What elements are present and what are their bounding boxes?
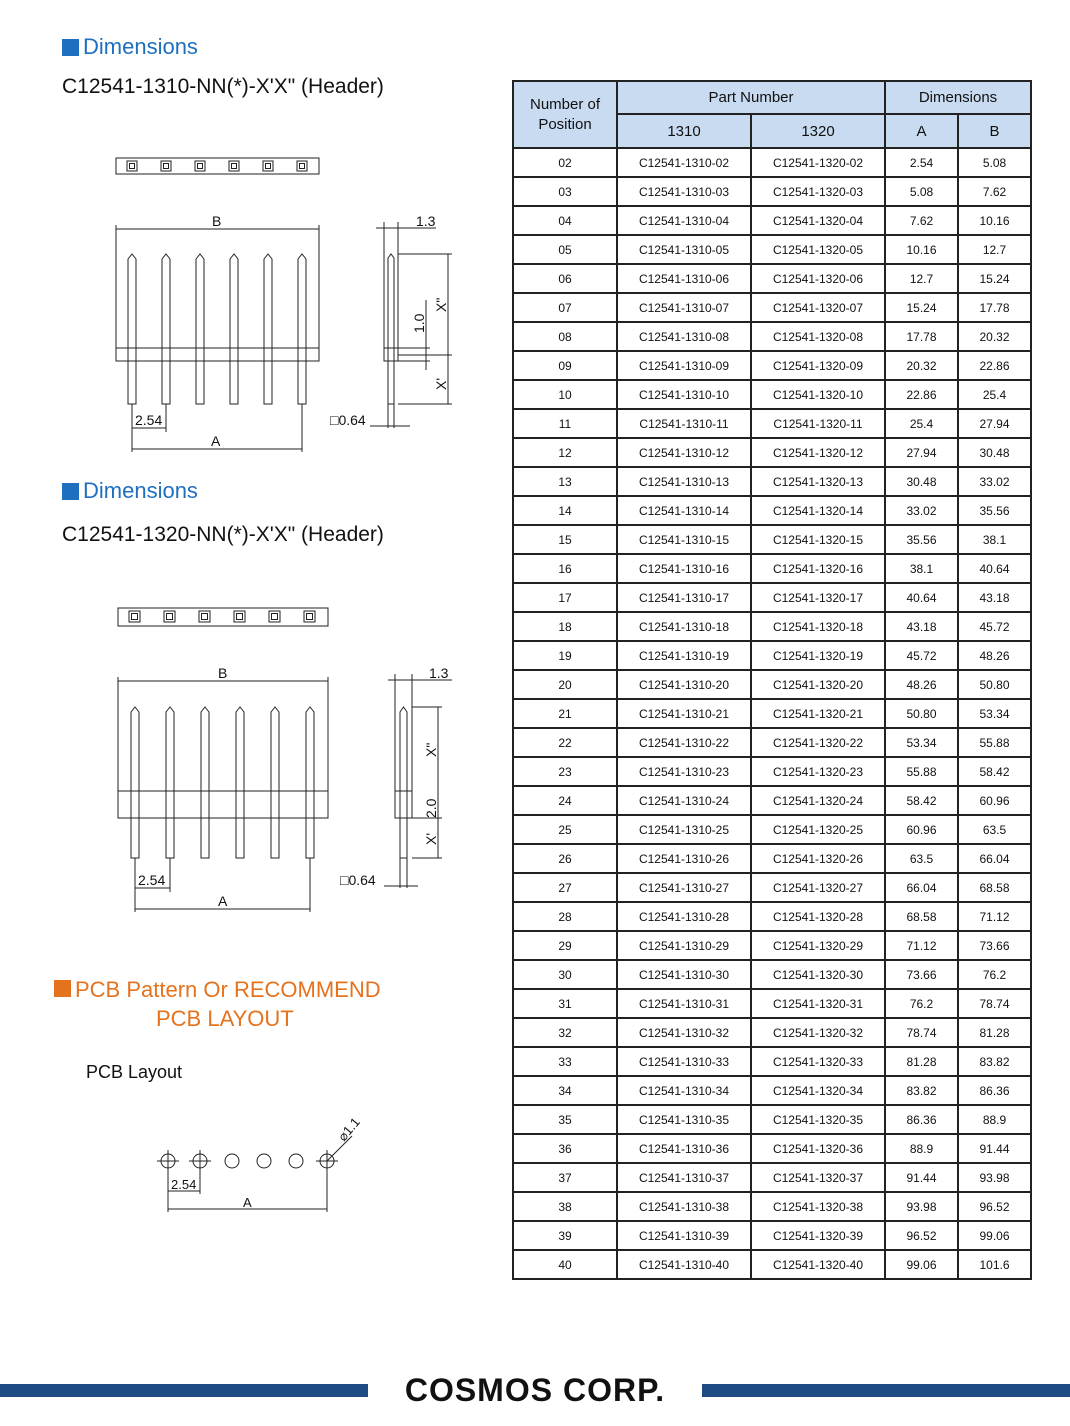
table-row <box>513 931 1031 960</box>
cell-part-1310: C12541-1310-25 <box>617 815 751 844</box>
drawing2-label-a: A <box>218 893 228 909</box>
cell-part-1310: C12541-1310-17 <box>617 583 751 612</box>
header-number-of-position: Number of Position <box>513 81 617 148</box>
cell-dim-a: 5.08 <box>885 177 958 206</box>
cell-part-1310: C12541-1310-27 <box>617 873 751 902</box>
cell-dim-b: 15.24 <box>958 264 1031 293</box>
cell-part-1310: C12541-1310-19 <box>617 641 751 670</box>
cell-position: 08 <box>513 322 617 351</box>
cell-dim-a: 12.7 <box>885 264 958 293</box>
cell-position: 18 <box>513 612 617 641</box>
cell-part-1320: C12541-1320-34 <box>751 1076 885 1105</box>
cell-part-1310: C12541-1310-24 <box>617 786 751 815</box>
drawing2-label-b: B <box>218 665 228 681</box>
cell-position: 15 <box>513 525 617 554</box>
cell-part-1320: C12541-1320-32 <box>751 1018 885 1047</box>
cell-dim-a: 83.82 <box>885 1076 958 1105</box>
cell-position: 37 <box>513 1163 617 1192</box>
pcb-hole-pattern <box>157 1136 352 1212</box>
cell-position: 36 <box>513 1134 617 1163</box>
cell-dim-b: 12.7 <box>958 235 1031 264</box>
dimensions-heading-text: Dimensions <box>83 478 198 503</box>
header-dimensions: Dimensions <box>885 81 1031 114</box>
cell-dim-b: 99.06 <box>958 1221 1031 1250</box>
cell-position: 05 <box>513 235 617 264</box>
table-row <box>513 206 1031 235</box>
cell-dim-b: 45.72 <box>958 612 1031 641</box>
cell-dim-b: 93.98 <box>958 1163 1031 1192</box>
table-row <box>513 322 1031 351</box>
cell-part-1310: C12541-1310-40 <box>617 1250 751 1279</box>
cell-part-1310: C12541-1310-33 <box>617 1047 751 1076</box>
table-row <box>513 699 1031 728</box>
cell-part-1320: C12541-1320-35 <box>751 1105 885 1134</box>
cell-part-1310: C12541-1310-14 <box>617 496 751 525</box>
cell-position: 06 <box>513 264 617 293</box>
cell-dim-a: 93.98 <box>885 1192 958 1221</box>
cell-position: 33 <box>513 1047 617 1076</box>
header-1320-top-view <box>118 608 328 626</box>
cell-position: 16 <box>513 554 617 583</box>
cell-position: 17 <box>513 583 617 612</box>
cell-part-1310: C12541-1310-13 <box>617 467 751 496</box>
cell-dim-b: 68.58 <box>958 873 1031 902</box>
cell-position: 20 <box>513 670 617 699</box>
cell-position: 35 <box>513 1105 617 1134</box>
drawing2-pin: □0.64 <box>340 872 376 888</box>
header-part-number: Part Number <box>617 81 885 114</box>
cell-dim-b: 33.02 <box>958 467 1031 496</box>
table-row <box>513 293 1031 322</box>
cell-part-1310: C12541-1310-12 <box>617 438 751 467</box>
cell-part-1310: C12541-1310-20 <box>617 670 751 699</box>
cell-dim-a: 60.96 <box>885 815 958 844</box>
table-row <box>513 1163 1031 1192</box>
cell-position: 38 <box>513 1192 617 1221</box>
cell-dim-b: 55.88 <box>958 728 1031 757</box>
cell-dim-a: 78.74 <box>885 1018 958 1047</box>
cell-dim-a: 48.26 <box>885 670 958 699</box>
cell-part-1310: C12541-1310-16 <box>617 554 751 583</box>
cell-part-1310: C12541-1310-04 <box>617 206 751 235</box>
cell-position: 40 <box>513 1250 617 1279</box>
cell-part-1310: C12541-1310-35 <box>617 1105 751 1134</box>
table-row <box>513 960 1031 989</box>
cell-part-1310: C12541-1310-29 <box>617 931 751 960</box>
table-row <box>513 409 1031 438</box>
cell-dim-a: 96.52 <box>885 1221 958 1250</box>
table-body <box>513 148 1031 1279</box>
pcb-heading-line1: PCB Pattern Or RECOMMEND <box>75 977 381 1002</box>
cell-position: 29 <box>513 931 617 960</box>
table-row <box>513 496 1031 525</box>
cell-part-1310: C12541-1310-10 <box>617 380 751 409</box>
cell-position: 22 <box>513 728 617 757</box>
drawing1-label-b: B <box>212 213 222 229</box>
cell-dim-b: 81.28 <box>958 1018 1031 1047</box>
drawing1-pitch: 2.54 <box>135 412 163 428</box>
pcb-hole-diameter: ⌀1.1 <box>334 1114 363 1144</box>
cell-dim-b: 40.64 <box>958 554 1031 583</box>
cell-position: 28 <box>513 902 617 931</box>
cell-position: 39 <box>513 1221 617 1250</box>
cell-dim-a: 35.56 <box>885 525 958 554</box>
cell-dim-a: 71.12 <box>885 931 958 960</box>
table-row <box>513 235 1031 264</box>
cell-part-1320: C12541-1320-33 <box>751 1047 885 1076</box>
cell-dim-a: 22.86 <box>885 380 958 409</box>
cell-dim-b: 27.94 <box>958 409 1031 438</box>
cell-part-1320: C12541-1320-04 <box>751 206 885 235</box>
cell-part-1310: C12541-1310-28 <box>617 902 751 931</box>
cell-dim-b: 96.52 <box>958 1192 1031 1221</box>
cell-dim-a: 58.42 <box>885 786 958 815</box>
table-row <box>513 1047 1031 1076</box>
cell-position: 07 <box>513 293 617 322</box>
cell-part-1320: C12541-1320-10 <box>751 380 885 409</box>
table-row <box>513 844 1031 873</box>
cell-dim-a: 20.32 <box>885 351 958 380</box>
cell-part-1320: C12541-1320-40 <box>751 1250 885 1279</box>
cell-part-1310: C12541-1310-23 <box>617 757 751 786</box>
cell-position: 30 <box>513 960 617 989</box>
drawing1-width: 1.3 <box>416 213 436 229</box>
cell-part-1320: C12541-1320-03 <box>751 177 885 206</box>
cell-dim-a: 27.94 <box>885 438 958 467</box>
cell-dim-a: 63.5 <box>885 844 958 873</box>
drawing2-x-upper: X" <box>423 742 439 757</box>
header-1310-top-view <box>116 158 319 174</box>
cell-position: 25 <box>513 815 617 844</box>
table-row <box>513 525 1031 554</box>
cell-part-1320: C12541-1320-05 <box>751 235 885 264</box>
cell-part-1310: C12541-1310-07 <box>617 293 751 322</box>
table-row <box>513 757 1031 786</box>
cell-part-1320: C12541-1320-13 <box>751 467 885 496</box>
cell-part-1310: C12541-1310-11 <box>617 409 751 438</box>
cell-part-1310: C12541-1310-18 <box>617 612 751 641</box>
header-a: A <box>885 114 958 148</box>
cell-dim-b: 91.44 <box>958 1134 1031 1163</box>
drawing1-x-upper: X" <box>433 297 449 312</box>
table-row <box>513 989 1031 1018</box>
drawing1-x-lower: X' <box>433 377 449 390</box>
cell-dim-b: 10.16 <box>958 206 1031 235</box>
cell-part-1320: C12541-1320-09 <box>751 351 885 380</box>
cell-dim-a: 45.72 <box>885 641 958 670</box>
cell-part-1310: C12541-1310-21 <box>617 699 751 728</box>
table-row <box>513 554 1031 583</box>
cell-dim-b: 17.78 <box>958 293 1031 322</box>
cell-position: 21 <box>513 699 617 728</box>
cell-dim-b: 58.42 <box>958 757 1031 786</box>
cell-dim-b: 83.82 <box>958 1047 1031 1076</box>
cell-part-1320: C12541-1320-23 <box>751 757 885 786</box>
cell-part-1320: C12541-1320-25 <box>751 815 885 844</box>
cell-part-1310: C12541-1310-37 <box>617 1163 751 1192</box>
table-row <box>513 815 1031 844</box>
cell-dim-a: 86.36 <box>885 1105 958 1134</box>
header-b: B <box>958 114 1031 148</box>
cell-part-1320: C12541-1320-19 <box>751 641 885 670</box>
cell-position: 03 <box>513 177 617 206</box>
cell-dim-a: 91.44 <box>885 1163 958 1192</box>
pcb-heading-line2: PCB LAYOUT <box>156 1006 294 1031</box>
table-row <box>513 1221 1031 1250</box>
cell-dim-b: 78.74 <box>958 989 1031 1018</box>
cell-dim-b: 71.12 <box>958 902 1031 931</box>
cell-part-1320: C12541-1320-37 <box>751 1163 885 1192</box>
cell-dim-a: 10.16 <box>885 235 958 264</box>
cell-part-1310: C12541-1310-02 <box>617 148 751 177</box>
cell-position: 02 <box>513 148 617 177</box>
cell-position: 26 <box>513 844 617 873</box>
cell-position: 24 <box>513 786 617 815</box>
table-row <box>513 786 1031 815</box>
cell-position: 12 <box>513 438 617 467</box>
cell-position: 31 <box>513 989 617 1018</box>
cell-dim-a: 53.34 <box>885 728 958 757</box>
cell-part-1320: C12541-1320-06 <box>751 264 885 293</box>
cell-dim-b: 25.4 <box>958 380 1031 409</box>
cell-position: 34 <box>513 1076 617 1105</box>
cell-dim-b: 60.96 <box>958 786 1031 815</box>
dimensions-heading-text: Dimensions <box>83 34 198 59</box>
cell-position: 14 <box>513 496 617 525</box>
cell-part-1320: C12541-1320-38 <box>751 1192 885 1221</box>
cell-position: 27 <box>513 873 617 902</box>
cell-dim-a: 30.48 <box>885 467 958 496</box>
cell-dim-a: 76.2 <box>885 989 958 1018</box>
table-row <box>513 438 1031 467</box>
table-row <box>513 641 1031 670</box>
cell-dim-a: 25.4 <box>885 409 958 438</box>
cell-dim-b: 101.6 <box>958 1250 1031 1279</box>
cell-dim-b: 53.34 <box>958 699 1031 728</box>
cell-part-1320: C12541-1320-08 <box>751 322 885 351</box>
cell-part-1320: C12541-1320-15 <box>751 525 885 554</box>
cell-dim-a: 15.24 <box>885 293 958 322</box>
cell-dim-a: 43.18 <box>885 612 958 641</box>
cell-dim-a: 99.06 <box>885 1250 958 1279</box>
pcb-pitch: 2.54 <box>171 1177 197 1192</box>
cell-dim-b: 22.86 <box>958 351 1031 380</box>
cell-position: 04 <box>513 206 617 235</box>
table-row <box>513 902 1031 931</box>
part-title-1310: C12541-1310-NN(*)-X'X" (Header) <box>62 75 384 98</box>
cell-dim-b: 73.66 <box>958 931 1031 960</box>
table-row <box>513 1018 1031 1047</box>
cell-dim-a: 73.66 <box>885 960 958 989</box>
header-1310: 1310 <box>617 114 751 148</box>
pcb-label-a: A <box>243 1195 252 1210</box>
header-1320-side-view <box>384 674 452 888</box>
table-row <box>513 612 1031 641</box>
cell-part-1320: C12541-1320-36 <box>751 1134 885 1163</box>
cell-part-1320: C12541-1320-29 <box>751 931 885 960</box>
cell-dim-b: 20.32 <box>958 322 1031 351</box>
cell-dim-a: 33.02 <box>885 496 958 525</box>
table-row <box>513 1134 1031 1163</box>
cell-part-1320: C12541-1320-28 <box>751 902 885 931</box>
cell-part-1310: C12541-1310-36 <box>617 1134 751 1163</box>
cell-part-1320: C12541-1320-12 <box>751 438 885 467</box>
drawing2-pitch: 2.54 <box>138 872 166 888</box>
part-title-1320: C12541-1320-NN(*)-X'X" (Header) <box>62 523 384 546</box>
table-row <box>513 1250 1031 1279</box>
table-row <box>513 351 1031 380</box>
cell-dim-a: 38.1 <box>885 554 958 583</box>
header-1320: 1320 <box>751 114 885 148</box>
cell-part-1310: C12541-1310-08 <box>617 322 751 351</box>
cell-part-1320: C12541-1320-17 <box>751 583 885 612</box>
cell-part-1310: C12541-1310-31 <box>617 989 751 1018</box>
table-row <box>513 148 1031 177</box>
cell-dim-b: 76.2 <box>958 960 1031 989</box>
cell-part-1320: C12541-1320-39 <box>751 1221 885 1250</box>
cell-dim-a: 88.9 <box>885 1134 958 1163</box>
cell-part-1320: C12541-1320-07 <box>751 293 885 322</box>
cell-part-1310: C12541-1310-15 <box>617 525 751 554</box>
table-row <box>513 1192 1031 1221</box>
cell-part-1310: C12541-1310-26 <box>617 844 751 873</box>
cell-dim-a: 40.64 <box>885 583 958 612</box>
cell-dim-a: 17.78 <box>885 322 958 351</box>
cell-dim-a: 55.88 <box>885 757 958 786</box>
cell-dim-a: 7.62 <box>885 206 958 235</box>
table-row <box>513 728 1031 757</box>
cell-part-1310: C12541-1310-39 <box>617 1221 751 1250</box>
table-row <box>513 467 1031 496</box>
table-row <box>513 264 1031 293</box>
cell-dim-b: 38.1 <box>958 525 1031 554</box>
cell-dim-b: 88.9 <box>958 1105 1031 1134</box>
cell-dim-a: 2.54 <box>885 148 958 177</box>
cell-part-1320: C12541-1320-20 <box>751 670 885 699</box>
cell-dim-b: 50.80 <box>958 670 1031 699</box>
cell-dim-b: 66.04 <box>958 844 1031 873</box>
cell-part-1320: C12541-1320-24 <box>751 786 885 815</box>
cell-part-1310: C12541-1310-22 <box>617 728 751 757</box>
cell-dim-b: 5.08 <box>958 148 1031 177</box>
cell-position: 09 <box>513 351 617 380</box>
cell-position: 23 <box>513 757 617 786</box>
cell-part-1310: C12541-1310-32 <box>617 1018 751 1047</box>
cell-part-1310: C12541-1310-06 <box>617 264 751 293</box>
cell-dim-b: 43.18 <box>958 583 1031 612</box>
cell-part-1320: C12541-1320-31 <box>751 989 885 1018</box>
table-row <box>513 1105 1031 1134</box>
table-row <box>513 380 1031 409</box>
cell-dim-b: 30.48 <box>958 438 1031 467</box>
cell-part-1310: C12541-1310-03 <box>617 177 751 206</box>
table-row <box>513 670 1031 699</box>
cell-part-1310: C12541-1310-34 <box>617 1076 751 1105</box>
cell-part-1320: C12541-1320-11 <box>751 409 885 438</box>
cell-position: 11 <box>513 409 617 438</box>
pcb-layout-label: PCB Layout <box>86 1062 183 1082</box>
table-row <box>513 1076 1031 1105</box>
cell-part-1320: C12541-1320-26 <box>751 844 885 873</box>
cell-part-1320: C12541-1320-02 <box>751 148 885 177</box>
cell-position: 10 <box>513 380 617 409</box>
cell-part-1320: C12541-1320-16 <box>751 554 885 583</box>
cell-dim-b: 7.62 <box>958 177 1031 206</box>
cell-dim-a: 50.80 <box>885 699 958 728</box>
cell-dim-b: 86.36 <box>958 1076 1031 1105</box>
drawing1-pin: □0.64 <box>330 412 366 428</box>
cell-part-1320: C12541-1320-27 <box>751 873 885 902</box>
drawing1-height: 1.0 <box>411 313 427 333</box>
cell-position: 13 <box>513 467 617 496</box>
cell-part-1320: C12541-1320-30 <box>751 960 885 989</box>
table-row <box>513 873 1031 902</box>
cell-part-1320: C12541-1320-22 <box>751 728 885 757</box>
cell-part-1320: C12541-1320-18 <box>751 612 885 641</box>
drawing1-label-a: A <box>211 433 221 449</box>
drawing2-x-lower: X' <box>423 832 439 845</box>
drawing2-width: 1.3 <box>429 665 449 681</box>
company-name: COSMOS CORP. <box>404 1372 666 1408</box>
cell-dim-b: 48.26 <box>958 641 1031 670</box>
cell-part-1310: C12541-1310-30 <box>617 960 751 989</box>
cell-dim-a: 66.04 <box>885 873 958 902</box>
cell-dim-b: 63.5 <box>958 815 1031 844</box>
cell-position: 19 <box>513 641 617 670</box>
part-number-table <box>512 80 1032 1280</box>
cell-dim-a: 68.58 <box>885 902 958 931</box>
cell-part-1310: C12541-1310-38 <box>617 1192 751 1221</box>
drawing2-height: 2.0 <box>423 798 439 818</box>
cell-part-1320: C12541-1320-21 <box>751 699 885 728</box>
table-row <box>513 583 1031 612</box>
cell-part-1310: C12541-1310-09 <box>617 351 751 380</box>
cell-dim-a: 81.28 <box>885 1047 958 1076</box>
cell-part-1320: C12541-1320-14 <box>751 496 885 525</box>
table-row <box>513 177 1031 206</box>
cell-part-1310: C12541-1310-05 <box>617 235 751 264</box>
cell-position: 32 <box>513 1018 617 1047</box>
cell-dim-b: 35.56 <box>958 496 1031 525</box>
